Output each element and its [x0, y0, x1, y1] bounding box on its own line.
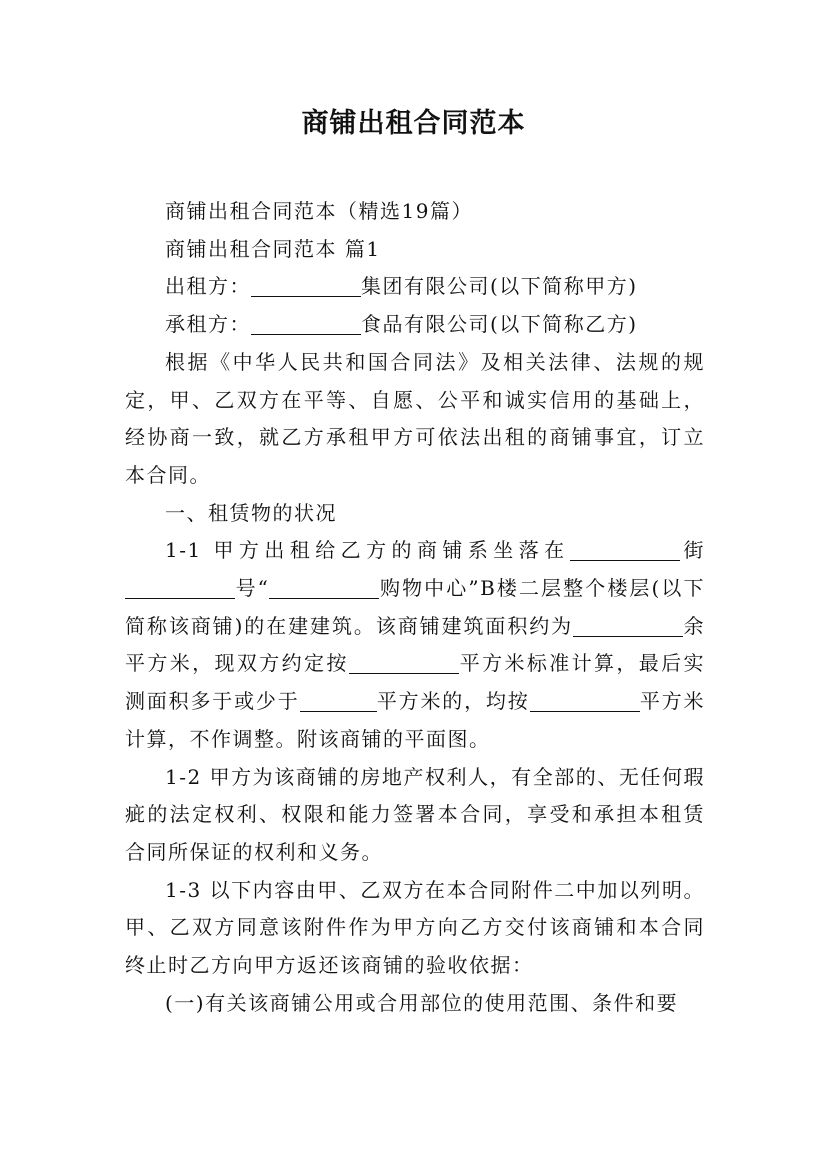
clause-1-1-text-6: 平方米标准计算，最后实测面积多于或少于: [125, 651, 706, 714]
blank-standard-area: [349, 653, 459, 674]
lessee-label: 承租方：: [165, 312, 251, 337]
blank-area: [573, 616, 683, 637]
lessee-suffix: 食品有限公司(以下简称乙方): [361, 312, 638, 337]
clause-1-1-text-3: 号“: [235, 576, 270, 601]
lessor-label: 出租方：: [165, 274, 251, 299]
lessee-blank: [251, 314, 361, 335]
blank-calc-area: [530, 691, 640, 712]
document-body: [125, 193, 705, 1022]
clause-1-1-text-7: 平方米的，均按: [376, 689, 530, 714]
clause-1-2: 1-2 甲方为该商铺的房地产权利人，有全部的、无任何瑕疵的法定权利、权限和能力签署本合同，享受和承担本租赁合同所保证的权利和义务。: [125, 764, 705, 864]
clause-1-1-text-1: 1-1 甲方出租给乙方的商铺系坐落在: [165, 538, 570, 563]
lessor-line: [125, 268, 705, 306]
lessor-blank: [251, 276, 361, 297]
clause-1-1-text-2: 街: [679, 538, 705, 563]
clause-1-1-text-4: 购物中心”B楼二层整个楼层(以下简称该商铺)的在建建筑。该商铺建筑面积约为: [125, 576, 705, 638]
clause-1-1-text-8: 平方米计算，不作调整。附该商铺的平面图。: [125, 689, 706, 751]
clause-1-3: 1-3 以下内容由甲、乙双方在本合同附件二中加以列明。甲、乙双方同意该附件作为甲方向乙方交付该商铺和本合同终止时乙方向甲方返还该商铺的验收依据：: [125, 877, 705, 978]
item-1: (一)有关该商铺公用或合用部位的使用范围、条件和要: [165, 990, 679, 1015]
subtitle-line: 商铺出租合同范本（精选19篇）: [165, 199, 473, 223]
blank-mall: [269, 578, 379, 599]
clause-1-1: [125, 532, 705, 758]
blank-number: [125, 578, 235, 599]
clause-1-1-text-5: 余平方米，现双方约定按: [125, 613, 705, 676]
lessor-suffix: 集团有限公司(以下简称甲方): [361, 274, 638, 299]
heading-rental-property: 一、租赁物的状况: [165, 500, 337, 525]
section-heading: 商铺出租合同范本 篇1: [165, 236, 381, 261]
document-title: 商铺出租合同范本: [301, 108, 526, 139]
lessee-line: [125, 306, 705, 344]
blank-tolerance: [300, 691, 377, 712]
preamble-paragraph: 根据《中华人民共和国合同法》及相关法律、法规的规定，甲、乙双方在平等、自愿、公平和诚实信用的基础上，经协商一致，就乙方承租甲方可依法出租的商铺事宜，订立本合同。: [125, 349, 705, 487]
blank-street: [570, 540, 680, 561]
